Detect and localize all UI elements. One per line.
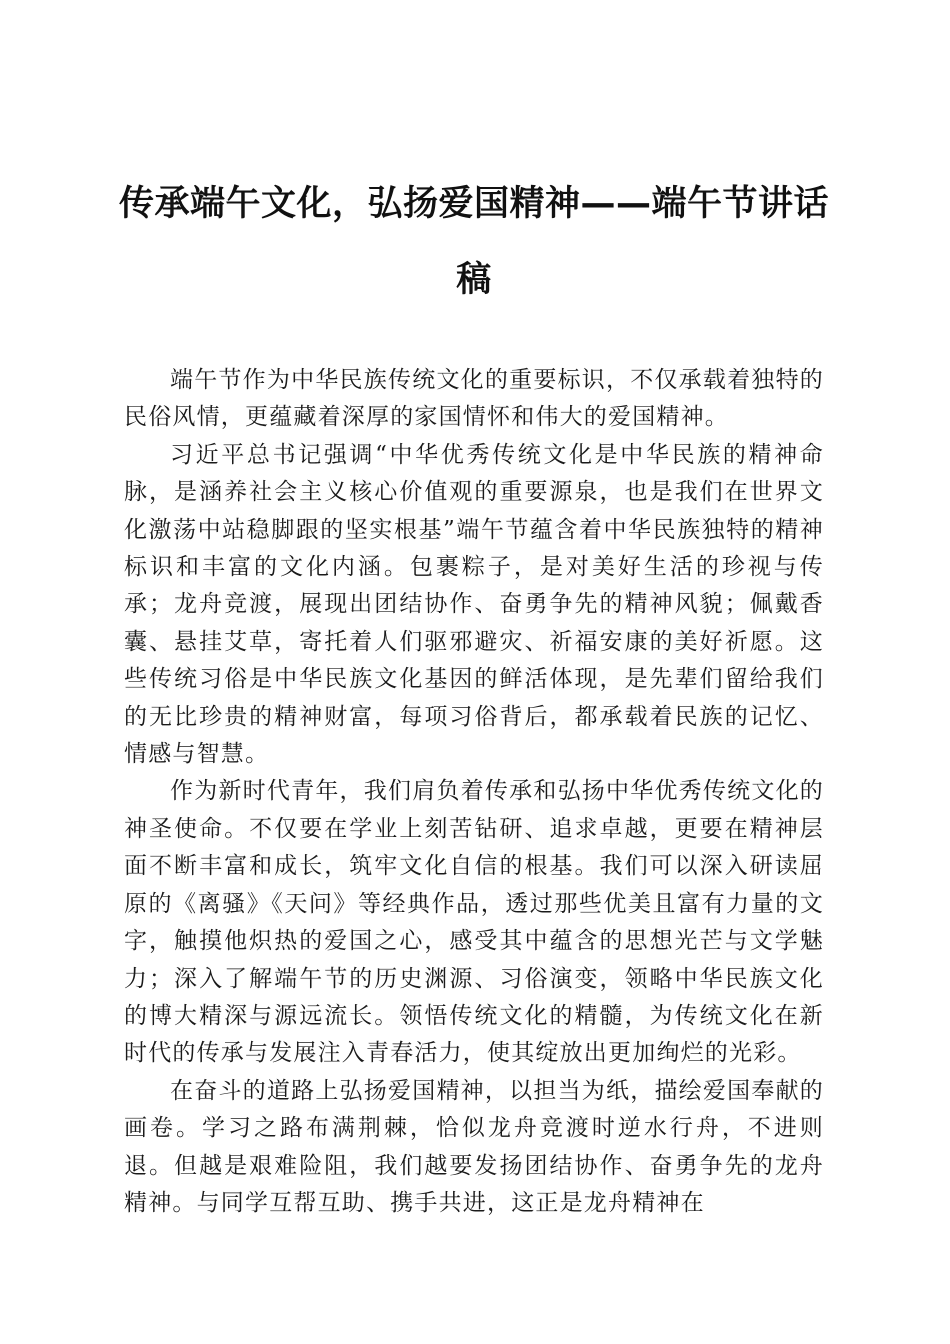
document-title: 传承端午文化，弘扬爱国精神——端午节讲话稿	[118, 184, 829, 300]
paragraph: 习近平总书记强调“中华优秀传统文化是中华民族的精神命脉，是涵养社会主义核心价值观的重要源泉，也是我们在世界文化激荡中站稳脚跟的坚实根基”端午节蕴含着中华民族独特的精神标识和丰富的文化内涵。包裹粽子，是对美好生活的珍视与传承；龙舟竞渡，展现出团结协作、奋勇争先的精神风貌；佩戴香囊、悬挂艾草，寄托着人们驱邪避灾、祈福安康的美好祈愿。这些传统习俗是中华民族文化基因的鲜活体现，是先辈们留给我们的无比珍贵的精神财富，每项习俗背后，都承载着民族的记忆、情感与智慧。	[124, 441, 824, 768]
paragraph: 端午节作为中华民族传统文化的重要标识，不仅承载着独特的民俗风情，更蕴藏着深厚的家国情怀和伟大的爱国精神。	[124, 367, 824, 431]
paragraph: 作为新时代青年，我们肩负着传承和弘扬中华优秀传统文化的神圣使命。不仅要在学业上刻苦钻研、追求卓越，更要在精神层面不断丰富和成长，筑牢文化自信的根基。我们可以深入研读屈原的《离骚》《天问》等经典作品，透过那些优美且富有力量的文字，触摸他炽热的爱国之心，感受其中蕴含的思想光芒与文学魅力；深入了解端午节的历史渊源、习俗演变，领略中华民族文化的博大精深与源远流长。领悟传统文化的精髓，为传统文化在新时代的传承与发展注入青春活力，使其绽放出更加绚烂的光彩。	[124, 778, 824, 1067]
document-body	[124, 362, 824, 1222]
paragraph: 在奋斗的道路上弘扬爱国精神，以担当为纸，描绘爱国奉献的画卷。学习之路布满荆棘，恰似龙舟竞渡时逆水行舟，不进则退。但越是艰难险阻，我们越要发扬团结协作、奋勇争先的龙舟精神。与同学互帮互助、携手共进，这正是龙舟精神在	[124, 1077, 824, 1216]
